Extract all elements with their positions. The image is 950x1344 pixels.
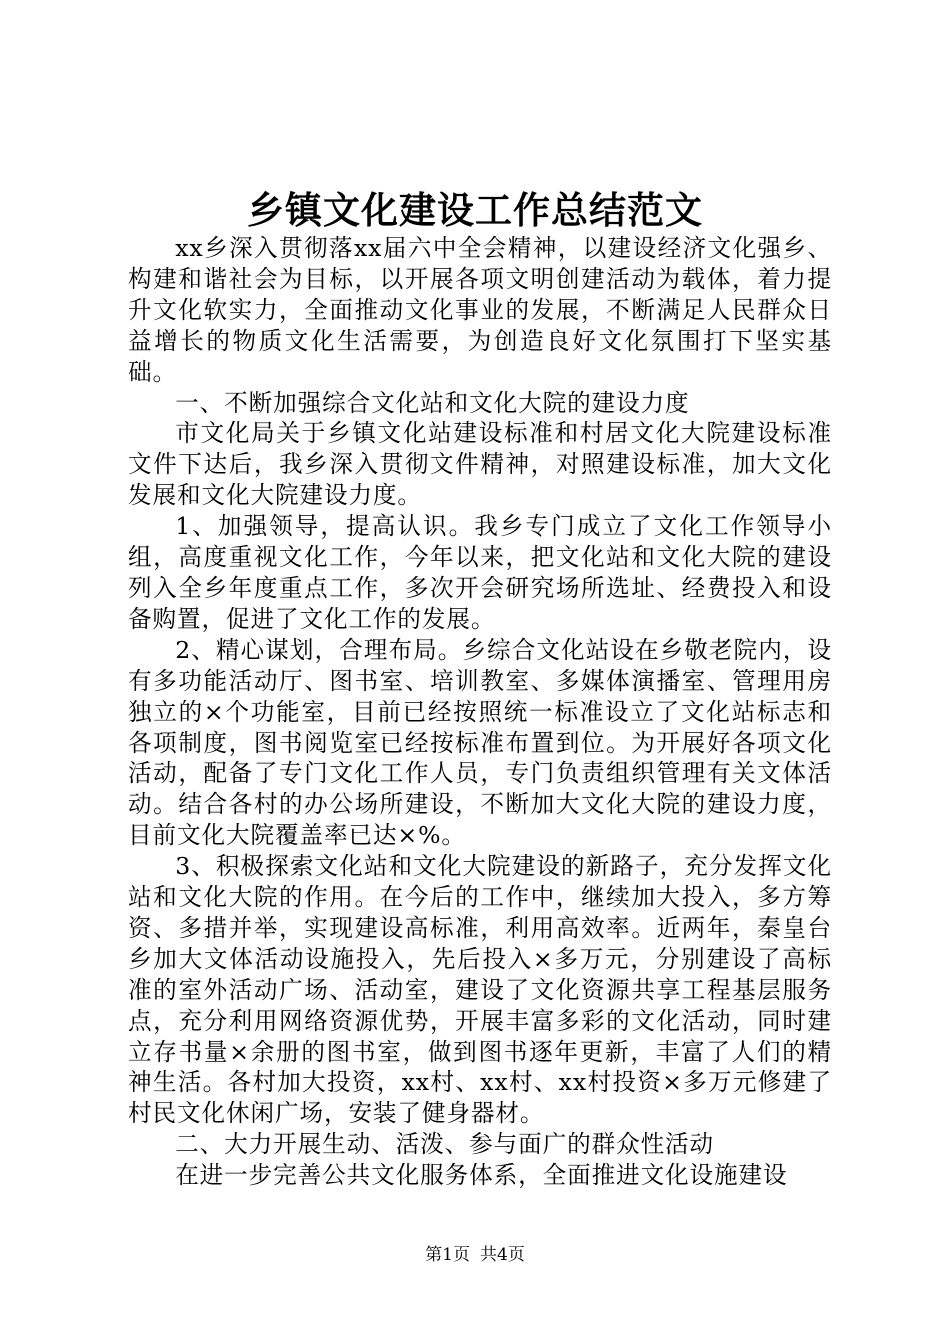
- paragraph-item-1: 1、加强领导，提高认识。我乡专门成立了文化工作领导小组，高度重视文化工作，今年以来，把文化站和文化大院的建设列入全乡年度重点工作，多次开会研究场所选址、经费投入和设备购置，促进了文化工作的发展。: [128, 512, 832, 633]
- section-heading-2: 二、大力开展生动、活泼、参与面广的群众性活动: [175, 1130, 715, 1159]
- paragraph-section-1-intro: 市文化局关于乡镇文化站建设标准和村居文化大院建设标准文件下达后，我乡深入贯彻文件精神，对照建设标准，加大文化发展和文化大院建设力度。: [128, 419, 832, 510]
- paragraph-item-2: 2、精心谋划，合理布局。乡综合文化站设在乡敬老院内，设有多功能活动厅、图书室、培训教室、多媒体演播室、管理用房独立的×个功能室，目前已经按照统一标准设立了文化站标志和各项制度，图书阅览室已经按标准布置到位。为开展好各项文化活动，配备了专门文化工作人员，专门负责组织管理有关文体活动。结合各村的办公场所建设，不断加大文化大院的建设力度，目前文化大院覆盖率已达×%。: [128, 635, 832, 850]
- page-footer: [0, 1243, 950, 1267]
- document-body: [128, 233, 832, 1191]
- page-total: 共4页: [480, 1245, 525, 1265]
- page-number: 第1页: [425, 1245, 470, 1265]
- paragraph-section-2-intro: 在进一步完善公共文化服务体系，全面推进文化设施建设: [175, 1161, 788, 1190]
- section-heading-1: 一、不断加强综合文化站和文化大院的建设力度: [175, 388, 690, 417]
- document-title: 乡镇文化建设工作总结范文: [247, 188, 703, 232]
- paragraph-item-3: 3、积极探索文化站和文化大院建设的新路子，充分发挥文化站和文化大院的作用。在今后的工作中，继续加大投入，多方筹资、多措并举，实现建设高标准，利用高效率。近两年，秦皇台乡加大文体活动设施投入，先后投入×多万元，分别建设了高标准的室外活动广场、活动室，建设了文化资源共享工程基层服务点，充分利用网络资源优势，开展丰富多彩的文化活动，同时建立存书量×余册的图书室，做到图书逐年更新，丰富了人们的精神生活。各村加大投资，xx村、xx村、xx村投资×多万元修建了村民文化休闲广场，安装了健身器材。: [128, 852, 832, 1128]
- paragraph-intro: xx乡深入贯彻落xx届六中全会精神，以建设经济文化强乡、构建和谐社会为目标，以开展各项文明创建活动为载体，着力提升文化软实力，全面推动文化事业的发展，不断满足人民群众日益增长的物质文化生活需要，为创造良好文化氛围打下坚实基础。: [128, 234, 832, 386]
